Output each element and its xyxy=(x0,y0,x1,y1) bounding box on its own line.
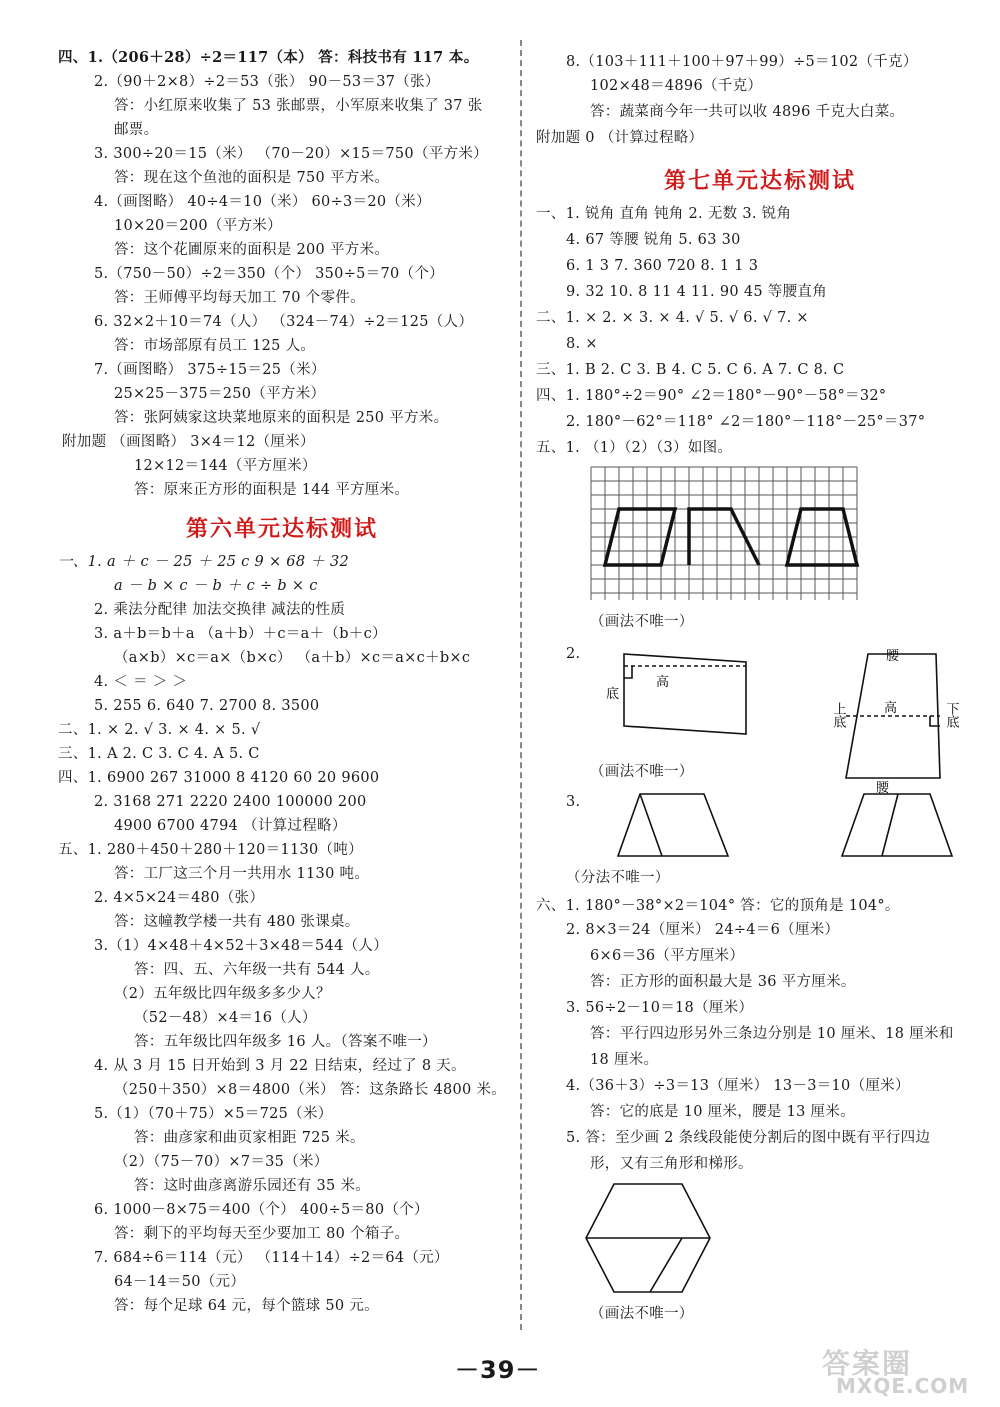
answer-line: 答：剩下的平均每天至少要加工 80 个箱子。 xyxy=(114,1226,410,1242)
answer-line: 答：曲彦家和曲页家相距 725 米。 xyxy=(134,1130,365,1146)
answer-line: 12×12＝144（平方厘米） xyxy=(134,458,317,474)
answer-line: 四、1. 6900 267 31000 8 4120 60 20 9600 xyxy=(58,770,380,786)
answer-line: 附加题 0 （计算过程略） xyxy=(536,130,704,146)
answer-line: 2. 3168 271 2220 2400 100000 200 xyxy=(94,794,367,810)
watermark xyxy=(818,1342,988,1398)
answer-line: 答：这幢教学楼一共有 480 张课桌。 xyxy=(114,914,360,930)
answer-line: a － b × c － b ＋ c ÷ b × c xyxy=(114,578,318,594)
answer-line: 五、1. （1）（2）（3）如图。 xyxy=(536,440,733,456)
lower-base-label: 下底 xyxy=(943,702,959,728)
answer-line: 6×6＝36（平方厘米） xyxy=(590,948,745,964)
split-trapezoid-shape xyxy=(842,794,952,856)
answer-line: 形，又有三角形和梯形。 xyxy=(590,1156,753,1172)
answer-line: 2. 180°－62°＝118° ∠2＝180°－118°－25°＝37° xyxy=(566,414,926,430)
answer-line: 4. 67 等腰 锐角 5. 63 30 xyxy=(566,232,741,248)
answer-line: 7. 684÷6＝114（元） （114＋14）÷2＝64（元） xyxy=(94,1250,449,1266)
answer-line: 3. 300÷20＝15（米） （70－20）×15＝750（平方米） xyxy=(94,146,488,162)
answer-line: 附加题 （画图略） 3×4＝12（厘米） xyxy=(62,434,315,450)
answer-line: 答：小红原来收集了 53 张邮票，小军原来收集了 37 张 xyxy=(114,98,483,114)
answer-line: 答：王师傅平均每天加工 70 个零件。 xyxy=(114,290,365,306)
answer-line: （画法不唯一） xyxy=(590,614,694,630)
answer-line: 3.（1）4×48＋4×52＋3×48＝544（人） xyxy=(94,938,389,954)
answer-line: 答：原来正方形的面积是 144 平方厘米。 xyxy=(134,482,410,498)
answer-line: 五、1. 280＋450＋280＋120＝1130（吨） xyxy=(58,842,363,858)
answer-line: 4900 6700 4794 （计算过程略） xyxy=(114,818,347,834)
answer-line: 2.（90＋2×8）÷2＝53（张） 90－53＝37（张） xyxy=(94,74,440,90)
answer-line: 答：它的底是 10 厘米，腰是 13 厘米。 xyxy=(590,1104,855,1120)
answer-line: 一、1. 锐角 直角 钝角 2. 无数 3. 锐角 xyxy=(536,206,792,222)
answer-line: 3. xyxy=(566,794,581,810)
page-number: －39－ xyxy=(455,1356,541,1384)
waist-label: 腰 xyxy=(876,781,890,794)
answer-line: 六、1. 180°－38°×2＝104° 答：它的顶角是 104°。 xyxy=(536,898,900,914)
answer-line: 6. 1000－8×75＝400（个） 400÷5＝80（个） xyxy=(94,1202,429,1218)
answer-line: （250＋350）×8＝4800（米） 答：这条路长 4800 米。 xyxy=(114,1082,507,1098)
answer-line: 5.（750－50）÷2＝350（个） 350÷5＝70（个） xyxy=(94,266,444,282)
answer-line: 答：平行四边形另外三条边分别是 10 厘米、18 厘米和 xyxy=(590,1026,954,1042)
answer-line: 6. 1 3 7. 360 720 8. 1 1 3 xyxy=(566,258,759,274)
section-title: 第六单元达标测试 xyxy=(186,517,379,542)
answer-line: 3. a＋b＝b＋a （a＋b）＋c＝a＋（b＋c） xyxy=(94,626,387,642)
answer-line: 四、1.（206＋28）÷2＝117（本） 答：科技书有 117 本。 xyxy=(58,49,479,66)
answer-line: 答：这个花圃原来的面积是 200 平方米。 xyxy=(114,242,390,258)
answer-line: 二、1. × 2. √ 3. × 4. × 5. √ xyxy=(58,722,261,738)
answer-line: 邮票。 xyxy=(114,122,159,138)
answer-line: 5. 255 6. 640 7. 2700 8. 3500 xyxy=(94,698,320,714)
answer-line: 4.（画图略） 40÷4＝10（米） 60÷3＝20（米） xyxy=(94,194,431,210)
answer-line: 2. 4×5×24＝480（张） xyxy=(94,890,265,906)
answer-line: 答：市场部原有员工 125 人。 xyxy=(114,338,316,354)
answer-line: 四、1. 180°÷2＝90° ∠2＝180°－90°－58°＝32° xyxy=(536,388,887,404)
answer-line: 答：五年级比四年级多 16 人。（答案不唯一） xyxy=(134,1034,437,1050)
column-divider xyxy=(520,40,522,1330)
division-figures xyxy=(614,790,974,860)
answer-line: 答：蔬菜商今年一共可以收 4896 千克大白菜。 xyxy=(590,104,905,120)
answer-line: 答：这时曲彦离游乐园还有 35 米。 xyxy=(134,1178,371,1194)
answer-line: 18 厘米。 xyxy=(590,1052,659,1068)
answer-line: 三、1. A 2. C 3. C 4. A 5. C xyxy=(58,746,260,762)
answer-line: （画法不唯一） xyxy=(590,764,694,780)
answer-line: 5. 答：至少画 2 条线段能使分割后的图中既有平行四边 xyxy=(566,1130,931,1146)
answer-line: 4.（36＋3）÷3＝13（厘米） 13－3＝10（厘米） xyxy=(566,1078,910,1094)
answer-line: 2. xyxy=(566,646,581,662)
answer-line: （2）（75－70）×7＝35（米） xyxy=(114,1154,329,1170)
section-title: 第七单元达标测试 xyxy=(664,169,857,194)
answer-line: 7.（画图略） 375÷15＝25（米） xyxy=(94,362,326,378)
answer-line: 答：现在这个鱼池的面积是 750 平方米。 xyxy=(114,170,390,186)
answer-line: 102×48＝4896（千克） xyxy=(590,78,763,94)
answer-line: 25×25－375＝250（平方米） xyxy=(114,386,326,402)
watermark-site: MXQE.COM xyxy=(836,1374,970,1398)
answer-line: 二、1. × 2. × 3. × 4. √ 5. √ 6. √ 7. × xyxy=(536,310,809,326)
answer-line: 8. × xyxy=(566,336,598,352)
answer-line: 9. 32 10. 8 11 4 11. 90 45 等腰直角 xyxy=(566,284,827,300)
answer-line: （分法不唯一） xyxy=(566,870,670,886)
answer-line: （a×b）×c＝a×（b×c） （a＋b）×c＝a×c＋b×c xyxy=(114,650,471,666)
height-label: 高 xyxy=(656,675,670,690)
base-label: 底 xyxy=(606,687,620,702)
answer-line: 答：正方形的面积最大是 36 平方厘米。 xyxy=(590,974,856,990)
answer-line: 6. 32×2＋10＝74（人） （324－74）÷2＝125（人） xyxy=(94,314,474,330)
answer-line: 答：张阿姨家这块菜地原来的面积是 250 平方米。 xyxy=(114,410,449,426)
answer-line: 答：每个足球 64 元，每个篮球 50 元。 xyxy=(114,1298,379,1314)
answer-line: （2）五年级比四年级多多少人？ xyxy=(114,986,331,1002)
answer-line: 64－14＝50（元） xyxy=(114,1274,246,1290)
answer-line: 2. 乘法分配律 加法交换律 减法的性质 xyxy=(94,602,346,618)
answer-line: 4. ＜ ＝ ＞ ＞ xyxy=(94,674,188,690)
watermark-logo: 答案圈 xyxy=(822,1347,913,1380)
answer-line: 5.（1）（70＋75）×5＝725（米） xyxy=(94,1106,333,1122)
grid-figure xyxy=(588,464,868,604)
answer-line: （52－48）×4＝16（人） xyxy=(134,1010,317,1026)
parallelogram-base-shape xyxy=(624,654,746,734)
answer-line: 一、1. a ＋ c － 25 ＋ 25 c 9 × 68 ＋ 32 xyxy=(58,554,350,570)
answer-line: 3. 56÷2－10＝18（厘米） xyxy=(566,1000,754,1016)
answer-line: 三、1. B 2. C 3. B 4. C 5. C 6. A 7. C 8. C xyxy=(536,362,845,378)
answer-line: 8.（103＋111＋100＋97＋99）÷5＝102（千克） xyxy=(566,54,918,70)
split-trapezoid-shape xyxy=(618,794,728,856)
hexagon-figure xyxy=(582,1180,722,1300)
height-label: 高 xyxy=(884,701,898,716)
waist-label: 腰 xyxy=(886,649,900,664)
answer-line: （画法不唯一） xyxy=(590,1306,694,1322)
answer-line: 答：四、五、六年级一共有 544 人。 xyxy=(134,962,380,978)
answer-line: 4. 从 3 月 15 日开始到 3 月 22 日结束，经过了 8 天。 xyxy=(94,1058,466,1074)
answer-line: 答：工厂这三个月一共用水 1130 吨。 xyxy=(114,866,370,882)
upper-base-label: 上底 xyxy=(830,702,846,728)
answer-line: 10×20＝200（平方米） xyxy=(114,218,282,234)
answer-line: 2. 8×3＝24（厘米） 24÷4＝6（厘米） xyxy=(566,922,840,938)
